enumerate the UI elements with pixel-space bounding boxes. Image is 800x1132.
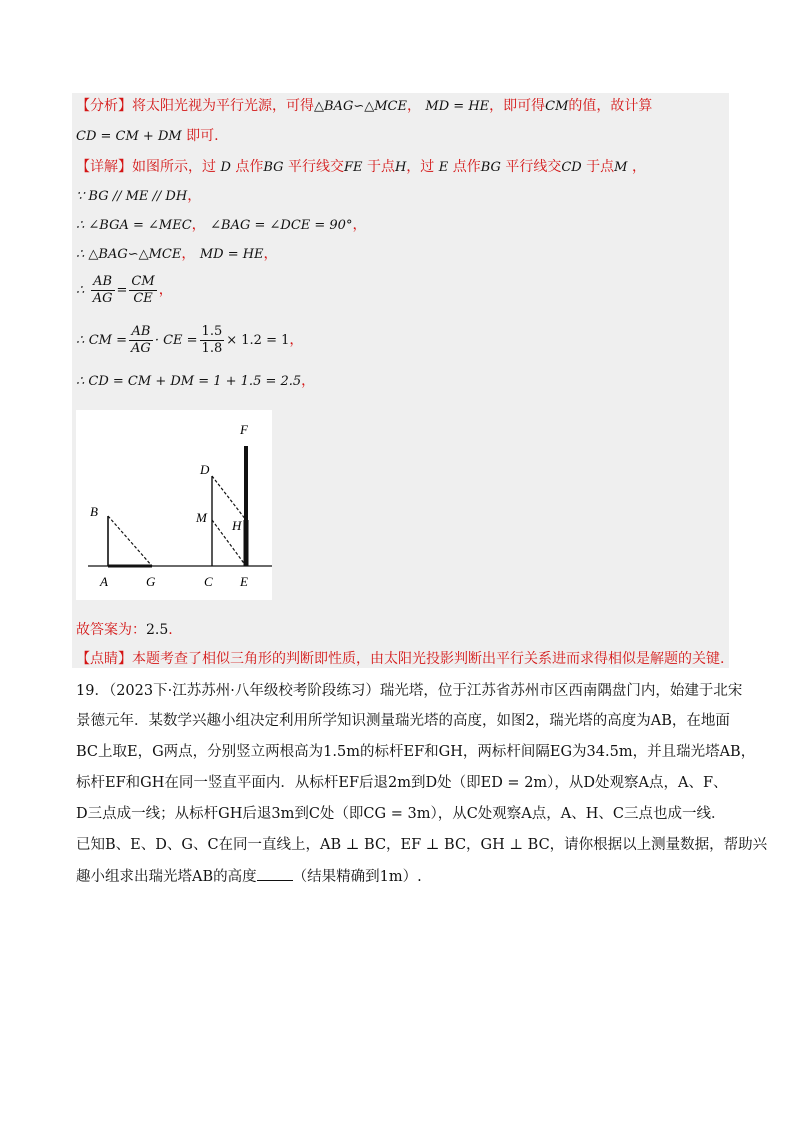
- step-punct: ，: [263, 246, 278, 262]
- question-line-7: [76, 866, 422, 888]
- question-line-4: 标杆EF和GH在同一竖直平面内．从标杆EF后退2m到D处（即ED = 2m），从D处观察A点，A、F、: [76, 775, 728, 791]
- detail-var: E: [438, 160, 449, 175]
- analysis-text: 将太阳光视为平行光源，可得: [132, 98, 314, 114]
- detail-text: 平行线交: [287, 159, 344, 175]
- question-text: 趣小组求出瑞光塔AB的高度: [76, 869, 257, 885]
- step-formula: ∵ BG // ME // DH: [76, 189, 188, 204]
- step-punct: ，: [158, 282, 173, 298]
- therefore-symbol: ∴: [76, 283, 85, 298]
- detail-text: 如图所示，过: [132, 159, 216, 175]
- step-3: [76, 244, 278, 265]
- detail-text: 点作: [235, 159, 264, 175]
- therefore-symbol: ∴: [76, 333, 85, 348]
- analysis-line-2: [76, 126, 219, 147]
- step-punct: ，: [187, 188, 202, 204]
- detail-text: 平行线交: [505, 159, 562, 175]
- analysis-text: ，即可得: [489, 98, 546, 114]
- detail-line: [76, 157, 646, 178]
- analysis-text: 的值，故计算: [568, 98, 653, 114]
- step-4: [76, 272, 173, 309]
- detail-text: ，: [631, 159, 646, 175]
- detail-var: BG: [263, 160, 284, 175]
- answer-line: [76, 620, 173, 640]
- step-2: [76, 215, 366, 236]
- detail-var: CD: [561, 160, 582, 175]
- label-f: F: [240, 422, 248, 437]
- analysis-sep: ，: [406, 98, 421, 114]
- label-e: E: [240, 574, 248, 589]
- answer-punct: .: [168, 622, 173, 638]
- step-formula: ∠BAG = ∠DCE = 90°: [210, 218, 353, 233]
- step-formula: ∴ ∠BGA = ∠MEC: [76, 218, 192, 233]
- step-formula: ∴ CD = CM + DM = 1 + 1.5 = 2.5: [76, 374, 302, 389]
- step-1: [76, 186, 201, 207]
- fraction: $\frac{AB}{AG}$: [92, 273, 113, 306]
- detail-var: D: [220, 160, 231, 175]
- label-a: A: [100, 574, 108, 589]
- question-line-1: 19．（2023下·江苏苏州·八年级校考阶段练习）瑞光塔，位于江苏省苏州市区西南隅盘门内，始建于北宋: [76, 683, 743, 699]
- fraction: $\frac{1.5}{1.8}$: [201, 323, 223, 356]
- question-line-5: D三点成一线；从标杆GH后退3m到C处（即CG = 3m），从C处观察A点，A、H、C三点也成一线．: [76, 806, 726, 822]
- line-dh: [212, 476, 246, 520]
- analysis-formula: CD = CM + DM: [76, 129, 182, 144]
- figure-svg: [76, 410, 272, 600]
- step-punct: ，: [289, 332, 304, 348]
- question-text: （结果精确到1m）.: [292, 869, 422, 885]
- fraction: $\frac{CM}{CE}$: [131, 273, 155, 306]
- comment-line: [76, 649, 724, 669]
- detail-var: M: [614, 160, 628, 175]
- step-5: [76, 322, 303, 359]
- detail-text: ，过: [406, 159, 435, 175]
- step-punct: ，: [352, 217, 367, 233]
- detail-var: BG: [480, 160, 501, 175]
- comment-tag: 【点睛】: [76, 651, 132, 667]
- answer-label: 故答案为：: [76, 622, 146, 638]
- step-punct: ，: [191, 217, 206, 233]
- step-formula: ∴ △BAG∽△MCE: [76, 247, 182, 262]
- answer-value: 2.5: [146, 622, 169, 638]
- step-formula: · CE =: [154, 333, 198, 348]
- analysis-tag: 【分析】: [76, 98, 132, 114]
- detail-text: 于点: [586, 159, 615, 175]
- analysis-text: 即可.: [186, 128, 219, 144]
- analysis-formula: CM: [545, 99, 569, 114]
- comment-text: 本题考查了相似三角形的判断即性质，由太阳光投影判断出平行关系进而求得相似是解题的关键.: [132, 651, 725, 667]
- step-6: [76, 371, 315, 392]
- step-formula: MD = HE: [199, 247, 264, 262]
- analysis-formula: △BAG∽△MCE: [314, 99, 407, 114]
- analysis-line-1: [76, 96, 652, 117]
- step-formula: × 1.2 = 1: [226, 333, 290, 348]
- analysis-formula: MD = HE: [425, 99, 490, 114]
- ray-bg: [108, 516, 152, 566]
- question-line-2: 景德元年．某数学兴趣小组决定利用所学知识测量瑞光塔的高度，如图2，瑞光塔的高度为AB，在地面: [76, 713, 730, 729]
- step-formula: CM =: [88, 333, 128, 348]
- detail-text: 于点: [366, 159, 395, 175]
- fraction: $\frac{AB}{AG}$: [131, 323, 151, 356]
- step-punct: ，: [181, 246, 196, 262]
- step-punct: ，: [301, 373, 316, 389]
- answer-blank[interactable]: [257, 866, 293, 881]
- geometry-figure: [76, 410, 272, 600]
- detail-var: FE: [343, 160, 363, 175]
- question-line-3: BC上取E，G两点，分别竖立两根高为1.5m的标杆EF和GH，两标杆间隔EG为34.5m，并且瑞光塔AB，: [76, 744, 756, 760]
- label-m: M: [196, 510, 207, 525]
- detail-tag: 【详解】: [76, 159, 132, 175]
- label-c: C: [204, 574, 213, 589]
- equals: =: [116, 283, 128, 298]
- detail-var: H: [394, 160, 407, 175]
- detail-text: 点作: [452, 159, 481, 175]
- question-line-6: 已知B、E、D、G、C在同一直线上，AB ⊥ BC，EF ⊥ BC，GH ⊥ BC，请你根据以上测量数据，帮助兴: [76, 837, 768, 853]
- label-h: H: [232, 518, 242, 533]
- label-g: G: [146, 574, 156, 589]
- label-b: B: [90, 504, 98, 519]
- label-d: D: [200, 462, 210, 477]
